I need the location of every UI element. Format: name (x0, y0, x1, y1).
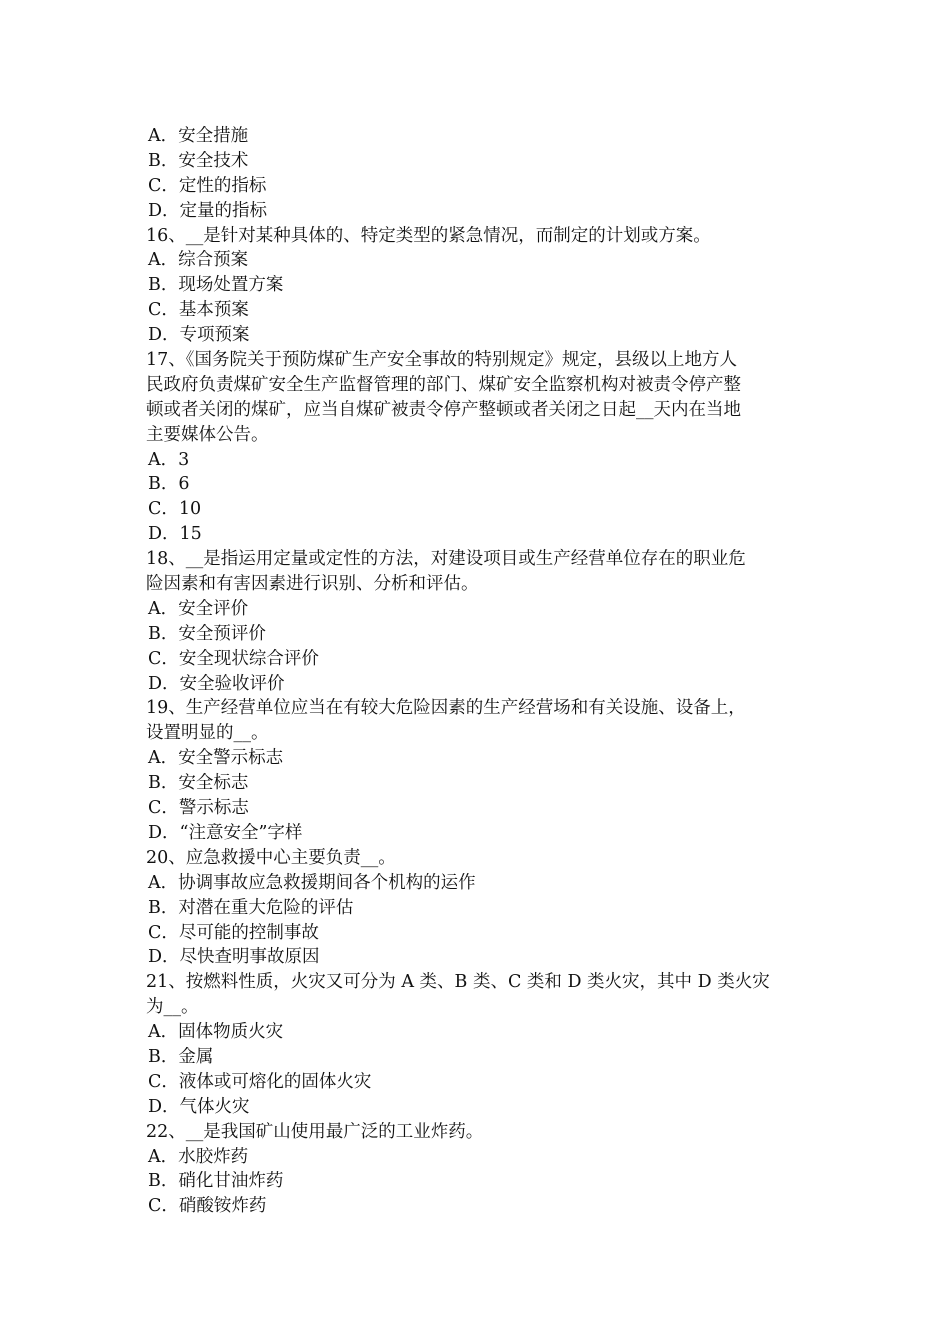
answer-option: B．6 (148, 474, 190, 495)
question-text (146, 1120, 816, 1145)
question-line: 为__。 (146, 997, 199, 1018)
question-line: 22、__是我国矿山使用最广泛的工业炸药。 (146, 1121, 484, 1142)
question-line: 20、应急救援中心主要负责__。 (146, 847, 396, 868)
answer-option: B．现场处置方案 (148, 275, 284, 296)
answer-option: C．液体或可熔化的固体火灾 (148, 1071, 372, 1092)
question-line: 民政府负责煤矿安全生产监督管理的部门、煤矿安全监察机构对被责令停产整 (146, 374, 741, 395)
question-line: 21、按燃料性质，火灾又可分为 A 类、B 类、C 类和 D 类火灾，其中 D 类火灾 (146, 972, 770, 993)
answer-option: A．安全措施 (148, 126, 249, 146)
answer-option: C．安全现状综合评价 (148, 648, 319, 669)
answer-option: B．硝化甘油炸药 (148, 1171, 284, 1192)
question-line: 16、__是针对某种具体的、特定类型的紧急情况，而制定的计划或方案。 (146, 225, 711, 246)
question-line: 18、__是指运用定量或定性的方法，对建设项目或生产经营单位存在的职业危 (146, 549, 746, 570)
question-text (146, 224, 816, 249)
question-line: 19、生产经营单位应当在有较大危险因素的生产经营场和有关设施、设备上， (146, 698, 746, 719)
question-text (146, 696, 816, 746)
answer-option: D．专项预案 (148, 325, 250, 346)
answer-option: B．对潜在重大危险的评估 (148, 897, 354, 918)
answer-option: A．3 (148, 449, 190, 470)
question-text (146, 348, 816, 448)
question-text (146, 846, 816, 871)
question-line: 顿或者关闭的煤矿，应当自煤矿被责令停产整顿或者关闭之日起__天内在当地 (146, 399, 741, 420)
document-page (146, 124, 816, 1219)
answer-option: A．综合预案 (148, 250, 249, 271)
answer-option: D．定量的指标 (148, 200, 268, 221)
question-line: 险因素和有害因素进行识别、分析和评估。 (146, 574, 479, 595)
question-line: 设置明显的__。 (146, 723, 269, 744)
question-line: 17、《国务院关于预防煤矿生产安全事故的特别规定》规定，县级以上地方人 (146, 350, 738, 371)
answer-option: A．安全评价 (148, 598, 249, 619)
answer-option: B．安全标志 (148, 773, 249, 794)
question-line: 主要媒体公告。 (146, 424, 269, 445)
answer-option: A．安全警示标志 (148, 748, 284, 769)
answer-option: D．气体火灾 (148, 1096, 250, 1117)
answer-option: C．定性的指标 (148, 175, 267, 196)
answer-option: C．尽可能的控制事故 (148, 922, 319, 943)
answer-option: B．安全技术 (148, 150, 249, 171)
answer-option: D．安全验收评价 (148, 673, 285, 694)
answer-option: B．金属 (148, 1046, 214, 1067)
question-text (146, 970, 816, 1020)
answer-option: A．协调事故应急救援期间各个机构的运作 (148, 872, 476, 893)
answer-option: C．硝酸铵炸药 (148, 1196, 267, 1217)
answer-option: C．10 (148, 499, 202, 520)
answer-option: A．水胶炸药 (148, 1146, 249, 1167)
answer-option: D．尽快查明事故原因 (148, 947, 320, 968)
answer-option: A．固体物质火灾 (148, 1022, 284, 1043)
answer-option: B．安全预评价 (148, 623, 266, 644)
question-text (146, 547, 816, 597)
answer-option: D．“注意安全”字样 (148, 822, 303, 843)
answer-option: D．15 (148, 524, 202, 545)
answer-option: C．基本预案 (148, 300, 249, 321)
answer-option: C．警示标志 (148, 798, 249, 819)
